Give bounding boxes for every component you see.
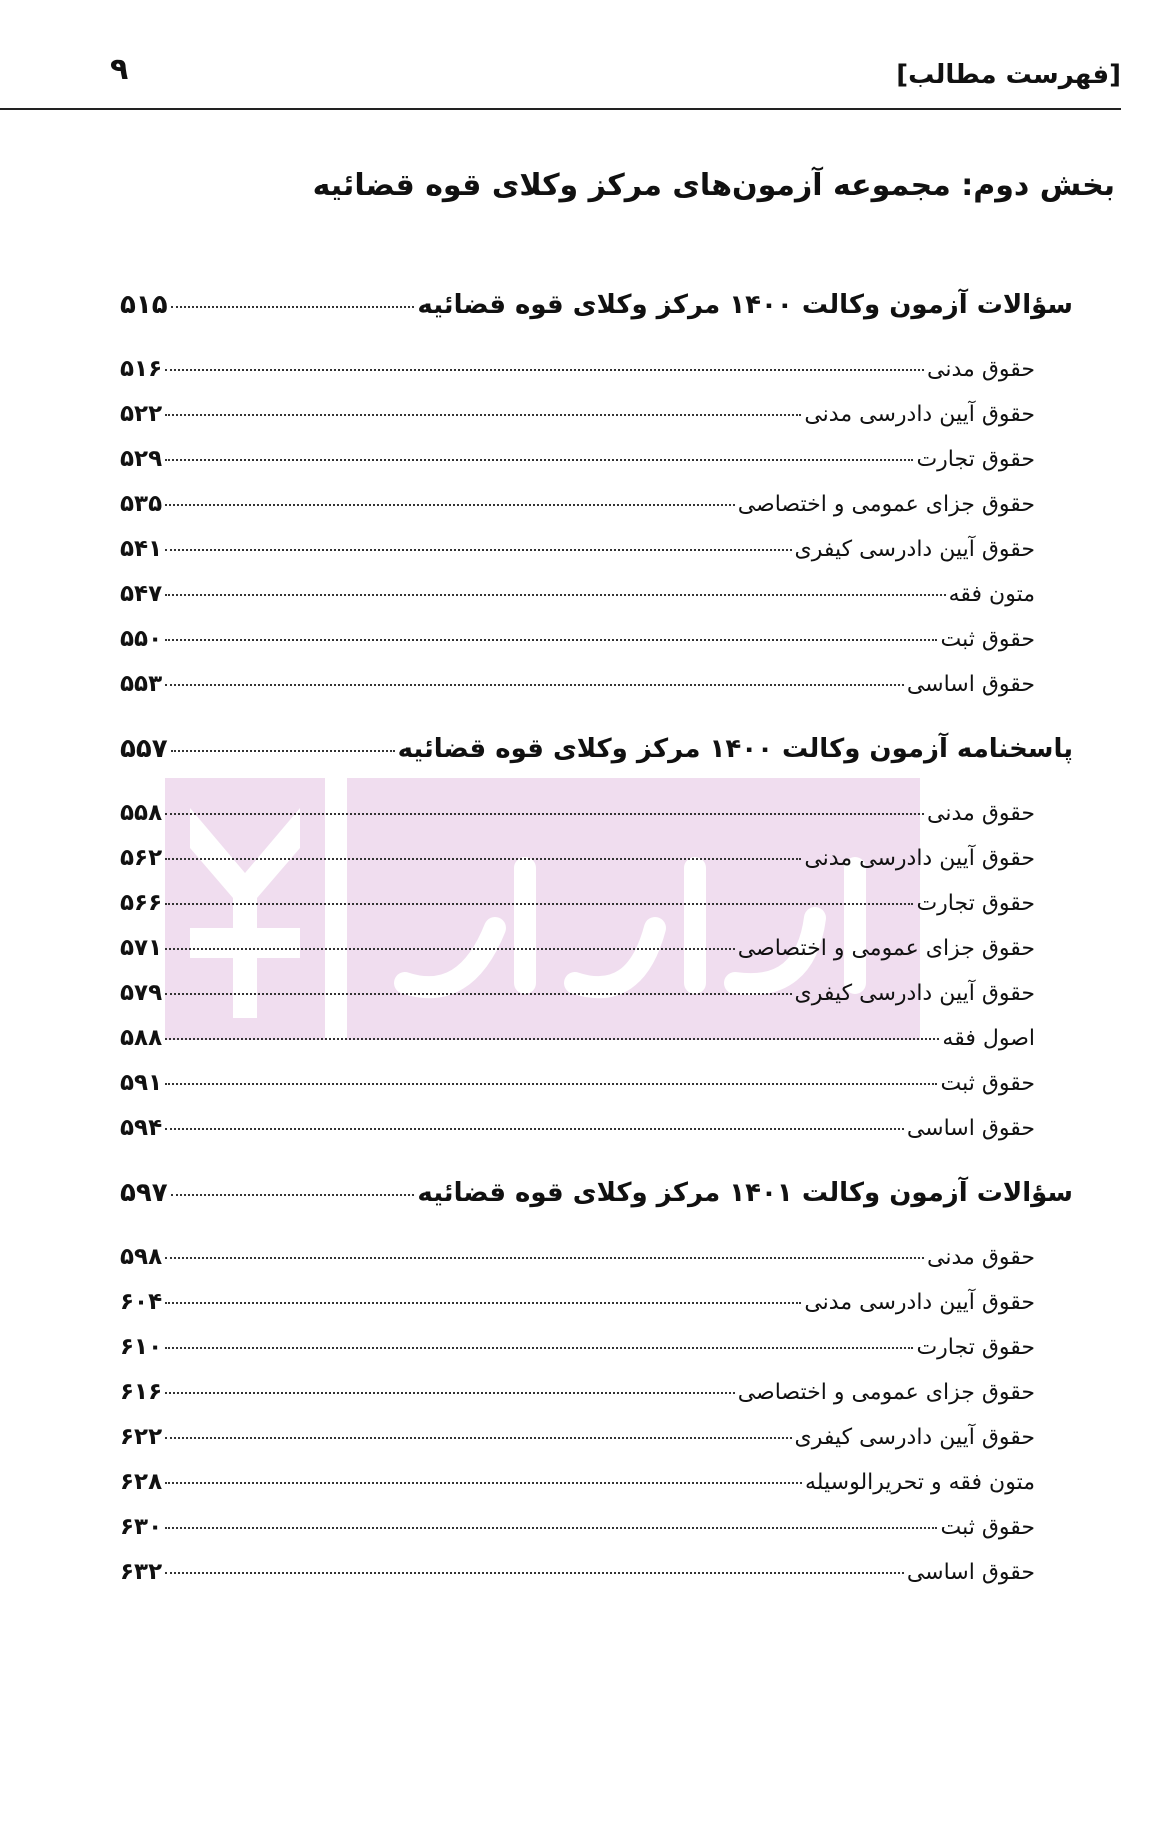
toc-entry[interactable] <box>0 980 1163 1025</box>
toc-entry[interactable] <box>0 1334 1163 1379</box>
dot-leader <box>165 993 791 995</box>
dot-leader <box>165 504 735 506</box>
toc-entry-page: ۵۴۱ <box>120 536 163 562</box>
toc-heading-label: سؤالات آزمون وکالت ۱۴۰۱ مرکز وکلای قوه قضائیه <box>417 1178 1073 1208</box>
toc-heading-page: ۵۱۵ <box>120 290 168 320</box>
dot-leader <box>165 1128 904 1130</box>
toc-entry[interactable] <box>0 1379 1163 1424</box>
dot-leader <box>165 1527 937 1529</box>
dot-leader <box>165 1083 937 1085</box>
toc-entry-label: حقوق ثبت <box>940 1515 1035 1540</box>
toc-section-heading[interactable] <box>0 1178 1163 1244</box>
toc-entry-label: حقوق تجارت <box>916 1335 1035 1360</box>
toc-entry[interactable] <box>0 581 1163 626</box>
toc-entry[interactable] <box>0 1289 1163 1334</box>
toc-entry-label: متون فقه <box>948 582 1035 607</box>
toc-entry[interactable] <box>0 401 1163 446</box>
toc-entry[interactable] <box>0 1424 1163 1469</box>
section-spacer <box>0 716 1163 734</box>
toc-entry-page: ۵۲۹ <box>120 446 163 472</box>
dot-leader <box>165 639 937 641</box>
toc-entry[interactable] <box>0 935 1163 980</box>
toc-entry[interactable] <box>0 800 1163 845</box>
toc-entry[interactable] <box>0 1070 1163 1115</box>
dot-leader <box>165 1392 735 1394</box>
toc-section-heading[interactable] <box>0 734 1163 800</box>
page-number: ۹ <box>110 52 129 87</box>
toc-entry-page: ۵۳۵ <box>120 491 163 517</box>
toc-entry-page: ۵۹۸ <box>120 1244 163 1270</box>
dot-leader <box>165 594 945 596</box>
toc-entry-page: ۵۷۱ <box>120 935 163 961</box>
dot-leader <box>165 684 904 686</box>
dot-leader <box>165 414 801 416</box>
page-header <box>0 50 1163 112</box>
toc-entry-label: حقوق آیین دادرسی کیفری <box>794 981 1035 1006</box>
dot-leader <box>165 1482 802 1484</box>
toc-entry-label: حقوق آیین دادرسی کیفری <box>794 1425 1035 1450</box>
header-rule <box>0 108 1121 110</box>
toc-entry-label: حقوق ثبت <box>940 1071 1035 1096</box>
toc-entry[interactable] <box>0 1244 1163 1289</box>
toc-entry[interactable] <box>0 845 1163 890</box>
toc-entry-label: حقوق آیین دادرسی کیفری <box>794 537 1035 562</box>
section-spacer <box>0 1160 1163 1178</box>
dot-leader <box>165 1038 939 1040</box>
toc-entry-label: حقوق تجارت <box>916 891 1035 916</box>
toc-entry-label: اصول فقه <box>942 1026 1035 1051</box>
toc-entry-label: حقوق جزای عمومی و اختصاصی <box>737 1380 1035 1405</box>
toc-entry[interactable] <box>0 356 1163 401</box>
toc-entry[interactable] <box>0 671 1163 716</box>
dot-leader <box>165 1257 924 1259</box>
toc-entry-label: حقوق اساسی <box>906 1116 1035 1141</box>
toc-entry-label: حقوق ثبت <box>940 627 1035 652</box>
toc-entry[interactable] <box>0 1025 1163 1070</box>
toc-entry-page: ۵۶۲ <box>120 845 163 871</box>
toc-heading-label: سؤالات آزمون وکالت ۱۴۰۰ مرکز وکلای قوه قضائیه <box>417 290 1073 320</box>
toc-entry-page: ۵۴۷ <box>120 581 163 607</box>
toc-entry-page: ۵۹۴ <box>120 1115 163 1141</box>
toc-entry[interactable] <box>0 1469 1163 1514</box>
dot-leader <box>165 1437 791 1439</box>
toc-entry-page: ۵۵۳ <box>120 671 163 697</box>
toc-section <box>0 1178 1163 1604</box>
toc-entry[interactable] <box>0 446 1163 491</box>
toc-entry-label: حقوق اساسی <box>906 1560 1035 1585</box>
toc-entry-label: حقوق مدنی <box>927 1245 1035 1270</box>
toc-section-heading[interactable] <box>0 290 1163 356</box>
toc-entry-page: ۶۱۶ <box>120 1379 163 1405</box>
toc-entry-page: ۵۱۶ <box>120 356 163 382</box>
toc-entry-page: ۵۲۲ <box>120 401 163 427</box>
dot-leader <box>165 858 801 860</box>
toc-entry[interactable] <box>0 491 1163 536</box>
toc-entry-label: حقوق اساسی <box>906 672 1035 697</box>
dot-leader <box>165 459 913 461</box>
toc-entry-page: ۵۵۸ <box>120 800 163 826</box>
dot-leader <box>165 1347 913 1349</box>
toc-entry-label: متون فقه و تحریرالوسیله <box>804 1470 1035 1495</box>
dot-leader <box>171 306 415 308</box>
toc-entry[interactable] <box>0 1559 1163 1604</box>
running-header-title: [فهرست مطالب] <box>896 60 1121 90</box>
toc-entry-label: حقوق آیین دادرسی مدنی <box>804 1290 1035 1315</box>
toc-entry-page: ۵۵۰ <box>120 626 163 652</box>
toc-section <box>0 290 1163 716</box>
toc-entry-page: ۵۷۹ <box>120 980 163 1006</box>
dot-leader <box>165 549 791 551</box>
toc-heading-page: ۵۵۷ <box>120 734 168 764</box>
toc-entry-page: ۵۹۱ <box>120 1070 163 1096</box>
toc-entry-label: حقوق جزای عمومی و اختصاصی <box>737 936 1035 961</box>
toc-heading-label: پاسخنامه آزمون وکالت ۱۴۰۰ مرکز وکلای قوه قضائیه <box>397 734 1073 764</box>
toc-entry[interactable] <box>0 626 1163 671</box>
dot-leader <box>165 369 924 371</box>
dot-leader <box>165 903 913 905</box>
dot-leader <box>165 813 924 815</box>
toc-entry-label: حقوق تجارت <box>916 447 1035 472</box>
dot-leader <box>171 1194 415 1196</box>
toc-entry-page: ۶۱۰ <box>120 1334 163 1360</box>
toc-entry[interactable] <box>0 1514 1163 1559</box>
toc-entry-page: ۶۲۲ <box>120 1424 163 1450</box>
toc-entry-page: ۵۸۸ <box>120 1025 163 1051</box>
dot-leader <box>165 1302 801 1304</box>
dot-leader <box>171 750 395 752</box>
toc-entry[interactable] <box>0 536 1163 581</box>
toc-entry-page: ۶۰۴ <box>120 1289 163 1315</box>
toc-section <box>0 734 1163 1160</box>
toc-entry-page: ۶۳۰ <box>120 1514 163 1540</box>
toc-entry-label: حقوق مدنی <box>927 801 1035 826</box>
toc-entry-page: ۶۲۸ <box>120 1469 163 1495</box>
toc-entry[interactable] <box>0 890 1163 935</box>
part-title: بخش دوم: مجموعه آزمون‌های مرکز وکلای قوه قضائیه <box>312 168 1115 203</box>
table-of-contents <box>0 290 1163 1604</box>
toc-heading-page: ۵۹۷ <box>120 1178 168 1208</box>
toc-entry-label: حقوق جزای عمومی و اختصاصی <box>737 492 1035 517</box>
toc-entry-label: حقوق مدنی <box>927 357 1035 382</box>
toc-entry-label: حقوق آیین دادرسی مدنی <box>804 402 1035 427</box>
dot-leader <box>165 948 735 950</box>
toc-entry-label: حقوق آیین دادرسی مدنی <box>804 846 1035 871</box>
toc-entry-page: ۶۳۲ <box>120 1559 163 1585</box>
toc-entry-page: ۵۶۶ <box>120 890 163 916</box>
dot-leader <box>165 1572 904 1574</box>
toc-entry[interactable] <box>0 1115 1163 1160</box>
